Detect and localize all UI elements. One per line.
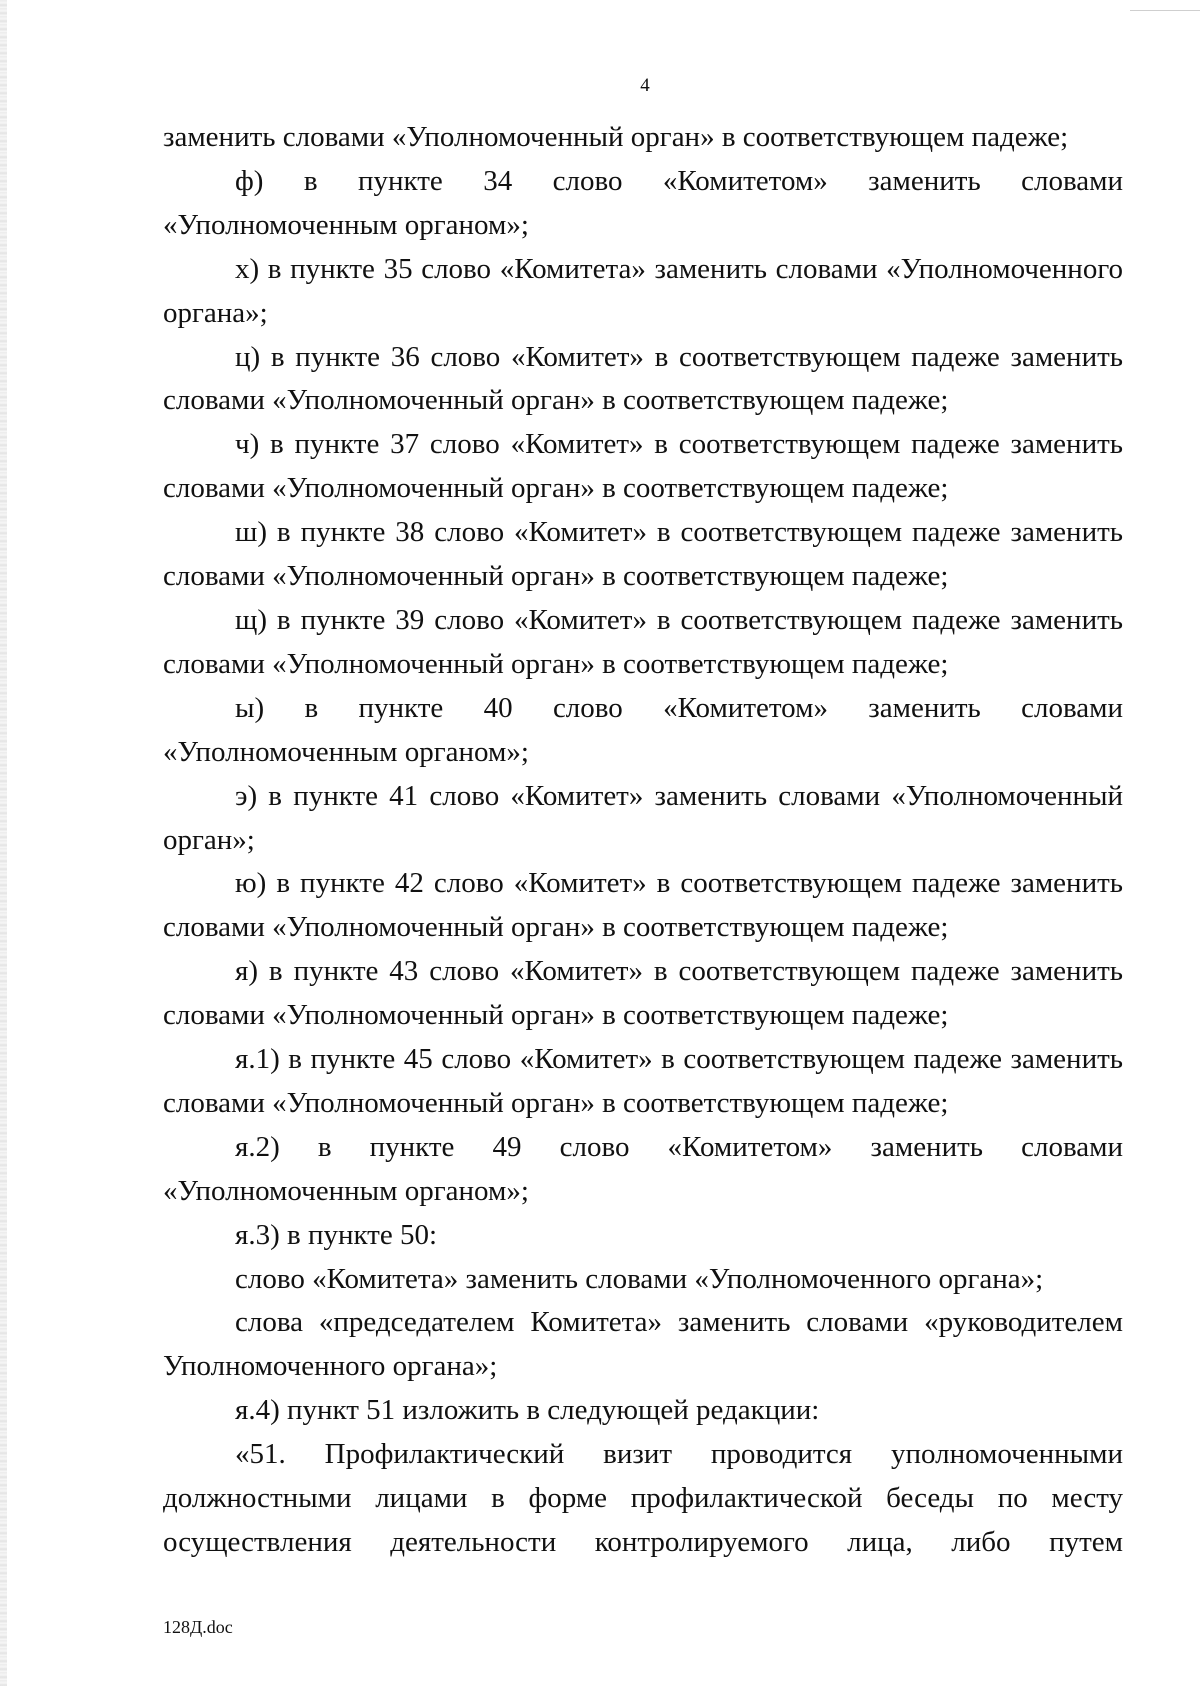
paragraph: ш) в пункте 38 слово «Комитет» в соответствующем падеже заменить словами «Уполномоченный орган» в соответствующем падеже; bbox=[163, 516, 1123, 593]
paragraph: я.1) в пункте 45 слово «Комитет» в соответствующем падеже заменить словами «Уполномоченный орган» в соответствующем падеже; bbox=[163, 1043, 1123, 1119]
paragraph: я.2) в пункте 49 слово «Комитетом» заменить словами «Уполномоченным органом»; bbox=[163, 1130, 1123, 1207]
paragraph: ч) в пункте 37 слово «Комитет» в соответствующем падеже заменить словами «Уполномоченный орган» в соответствующем падеже; bbox=[163, 428, 1123, 505]
paragraph: слово «Комитета» заменить словами «Уполномоченного органа»; bbox=[235, 1262, 1044, 1295]
scan-corner-mark bbox=[1130, 0, 1200, 11]
paragraph: щ) в пункте 39 слово «Комитет» в соответствующем падеже заменить словами «Уполномоченный орган» в соответствующем падеже; bbox=[163, 603, 1123, 680]
paragraph: я.3) в пункте 50: bbox=[235, 1218, 438, 1251]
paragraph: э) в пункте 41 слово «Комитет» заменить словами «Уполномоченный орган»; bbox=[163, 779, 1123, 856]
paragraph: я) в пункте 43 слово «Комитет» в соответствующем падеже заменить словами «Уполномоченный орган» в соответствующем падеже; bbox=[163, 955, 1123, 1032]
paragraph: заменить словами «Уполномоченный орган» в соответствующем падеже; bbox=[163, 121, 1069, 153]
paragraph: х) в пункте 35 слово «Комитета» заменить словами «Уполномоченного органа»; bbox=[163, 252, 1123, 329]
paragraph: ы) в пункте 40 слово «Комитетом» заменить словами «Уполномоченным органом»; bbox=[163, 691, 1123, 768]
footer-filename: 128Д.doc bbox=[163, 1617, 233, 1637]
paragraph: ф) в пункте 34 слово «Комитетом» заменить словами «Уполномоченным органом»; bbox=[163, 164, 1123, 241]
paragraph: я.4) пункт 51 изложить в следующей редакции: bbox=[235, 1394, 820, 1427]
paragraph: «51. Профилактический визит проводится уполномоченными должностными лицами в форме профилактической беседы по месту осуществления деятельности контролируемого лица, либо путем bbox=[163, 1438, 1123, 1558]
paragraph: ц) в пункте 36 слово «Комитет» в соответствующем падеже заменить словами «Уполномоченный орган» в соответствующем падеже; bbox=[163, 340, 1123, 417]
scan-edge bbox=[0, 0, 7, 1686]
paragraph: слова «председателем Комитета» заменить словами «руководителем Уполномоченного органа»; bbox=[163, 1306, 1123, 1383]
page-number: 4 bbox=[640, 75, 650, 96]
document-body bbox=[163, 116, 1123, 1565]
paragraph: ю) в пункте 42 слово «Комитет» в соответствующем падеже заменить словами «Уполномоченный орган» в соответствующем падеже; bbox=[163, 867, 1123, 944]
